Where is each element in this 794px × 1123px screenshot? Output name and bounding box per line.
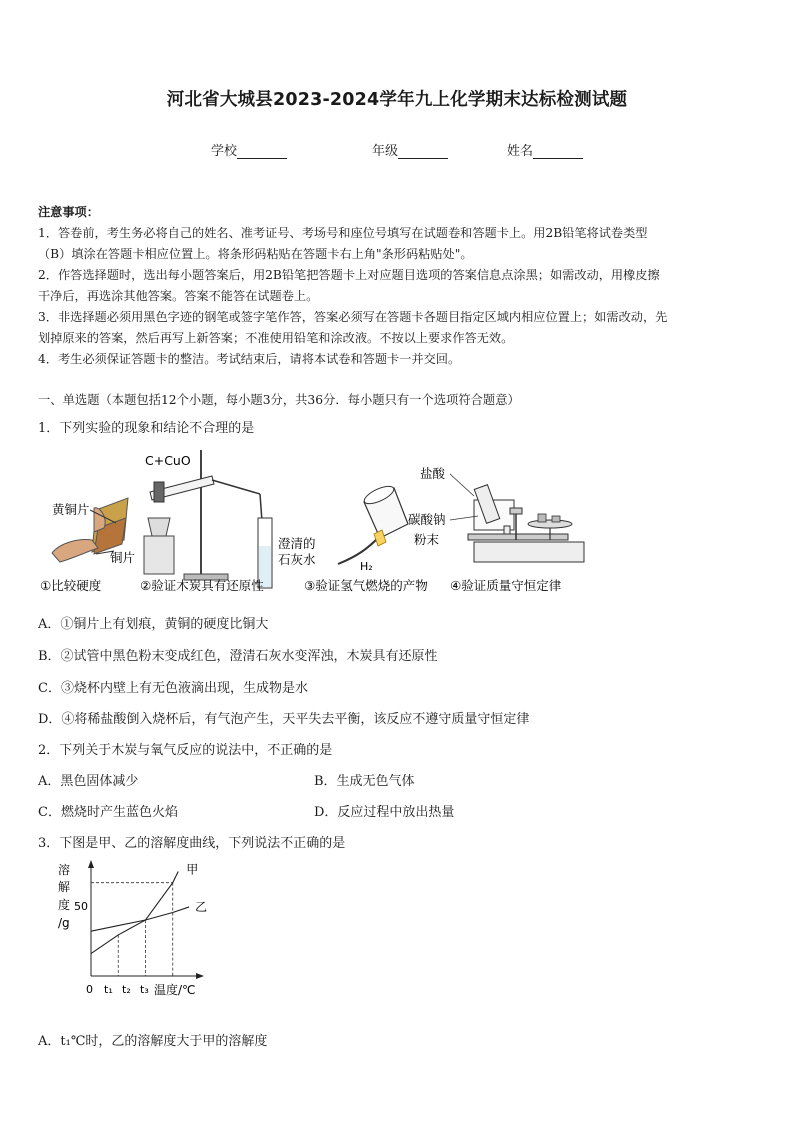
question-2-stem: 2．下列关于木炭与氧气反应的说法中，不正确的是: [38, 743, 333, 758]
q2-option-b[interactable]: B．生成无色气体: [314, 774, 415, 789]
label-na2co3-2: 粉末: [414, 532, 440, 547]
caption-4: ④验证质量守恒定律: [450, 578, 562, 593]
x-axis-label: 温度/℃: [154, 983, 196, 997]
label-ccuo: C+CuO: [145, 453, 191, 468]
series-label-jia: 甲: [186, 862, 199, 877]
label-na2co3-1: 碳酸钠: [408, 512, 446, 527]
x-tick-2: t₂: [122, 983, 131, 996]
carbon-reduction-apparatus: [144, 450, 316, 588]
label-hcl: 盐酸: [420, 466, 446, 481]
q3-option-a[interactable]: A．t₁℃时，乙的溶解度大于甲的溶解度: [38, 1034, 268, 1049]
caption-3: ③验证氢气燃烧的产物: [304, 578, 428, 593]
y-axis-label-1: 溶: [58, 863, 71, 877]
q2-option-a[interactable]: A．黑色固体减少: [38, 774, 139, 789]
y-tick-label: 50: [74, 900, 88, 913]
note-line: 4．考生必须保证答题卡的整洁。考试结束后，请将本试卷和答题卡一并交回。: [38, 352, 461, 366]
hydrogen-combustion-apparatus: [338, 483, 408, 573]
q1-option-a[interactable]: A．①铜片上有划痕，黄铜的硬度比铜大: [38, 617, 269, 632]
y-axis-label-3: 度: [58, 898, 71, 912]
notes-heading: 注意事项：: [38, 205, 99, 219]
caption-2: ②验证木炭具有还原性: [140, 578, 264, 593]
solubility-chart: [50, 858, 220, 1003]
name-blank[interactable]: [533, 144, 583, 159]
q2-option-c[interactable]: C．燃烧时产生蓝色火焰: [38, 805, 178, 820]
note-line: 1．答卷前，考生务必将自己的姓名、准考证号、考场号和座位号填写在试题卷和答题卡上。用2B铅笔将试卷类型: [38, 226, 648, 240]
school-label: 学校: [211, 144, 238, 159]
school-blank[interactable]: [237, 144, 287, 159]
x-tick-1: t₁: [104, 983, 113, 996]
name-label: 姓名: [507, 144, 534, 159]
x-tick-3: t₃: [140, 983, 149, 996]
page-title: 河北省大城县2023-2024学年九上化学期末达标检测试题: [166, 90, 628, 110]
x-axis-arrow: [196, 973, 204, 979]
y-axis-arrow: [88, 860, 94, 868]
q1-figure: [38, 448, 598, 598]
x-tick-0: 0: [86, 983, 93, 996]
grade-label: 年级: [372, 144, 399, 159]
note-line: 3．非选择题必须用黑色字迹的钢笔或签字笔作答，答案必须写在答题卡各题目指定区域内相应位置上；如需改动，先: [38, 310, 668, 324]
y-axis-label-4: /g: [58, 916, 70, 930]
balance-apparatus: [408, 466, 584, 562]
question-3-stem: 3．下图是甲、乙的溶解度曲线，下列说法不正确的是: [38, 836, 346, 851]
q1-option-c[interactable]: C．③烧杯内壁上有无色液滴出现，生成物是水: [38, 681, 308, 696]
note-line: （B）填涂在答题卡相应位置上。将条形码粘贴在答题卡右上角"条形码粘贴处"。: [38, 247, 473, 261]
name-field: [507, 140, 583, 159]
grade-blank[interactable]: [398, 144, 448, 159]
series-line-yi: [91, 907, 189, 931]
note-line: 干净后，再选涂其他答案。答案不能答在试题卷上。: [38, 289, 319, 303]
section-heading: 一、单选题（本题包括12个小题，每小题3分，共36分．每小题只有一个选项符合题意）: [38, 393, 520, 407]
label-brass: 黄铜片: [52, 502, 90, 517]
q2-option-d[interactable]: D．反应过程中放出热量: [314, 805, 455, 820]
y-axis-label-2: 解: [58, 880, 71, 894]
note-line: 2．作答选择题时，选出每小题答案后，用2B铅笔把答题卡上对应题目选项的答案信息点涂黑；如需改动，用橡皮擦: [38, 268, 660, 282]
note-line: 划掉原来的答案，然后再写上新答案；不准使用铅笔和涂改液。不按以上要求作答无效。: [38, 331, 514, 345]
question-1-stem: 1．下列实验的现象和结论不合理的是: [38, 421, 255, 436]
label-limewater-2: 石灰水: [278, 552, 316, 567]
label-copper: 铜片: [110, 550, 136, 565]
label-h2: H₂: [360, 560, 373, 573]
caption-1: ①比较硬度: [40, 578, 102, 593]
q1-option-b[interactable]: B．②试管中黑色粉末变成红色，澄清石灰水变浑浊，木炭具有还原性: [38, 649, 438, 664]
brass-scratch-apparatus: [52, 498, 135, 565]
q1-option-d[interactable]: D．④将稀盐酸倒入烧杯后，有气泡产生，天平失去平衡，该反应不遵守质量守恒定律: [38, 712, 530, 727]
label-limewater-1: 澄清的: [278, 536, 316, 551]
series-label-yi: 乙: [195, 899, 208, 914]
school-field: [211, 140, 287, 159]
grade-field: [372, 140, 448, 159]
series-line-jia: [91, 871, 178, 953]
